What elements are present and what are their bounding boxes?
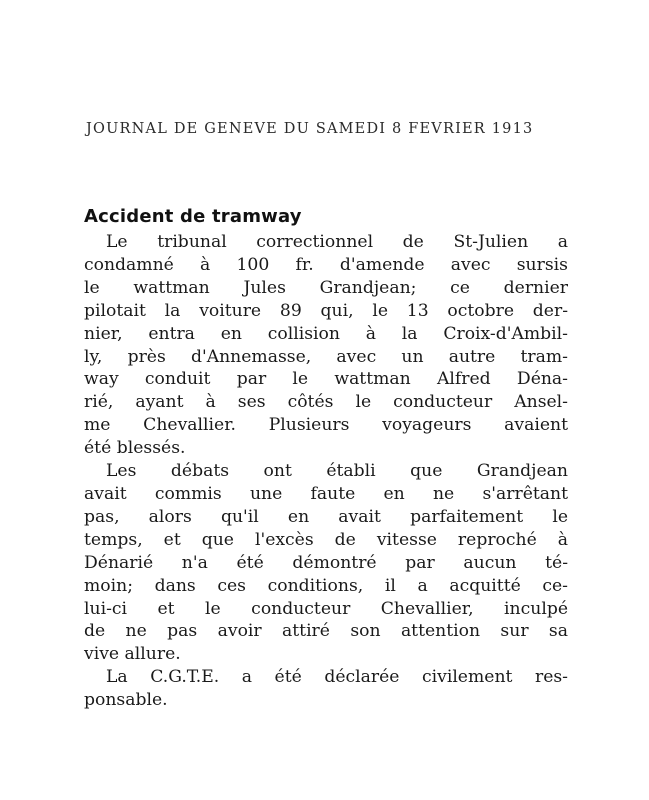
text-line: temps, et que l'excès de vitesse reproché à bbox=[84, 529, 568, 550]
text-line: La C.G.T.E. a été déclarée civilement res- bbox=[106, 667, 568, 688]
text-line: me Chevallier. Plusieurs voyageurs avaient bbox=[84, 415, 568, 436]
article-headline: Accident de tramway bbox=[84, 206, 302, 227]
text-line: Le tribunal correctionnel de St-Julien a bbox=[106, 232, 568, 252]
text-line: vive allure. bbox=[84, 644, 181, 665]
text-line: moin; dans ces conditions, il a acquitté ce- bbox=[84, 575, 568, 596]
text-line: ponsable. bbox=[84, 690, 168, 711]
text-line: Dénarié n'a été démontré par aucun té- bbox=[84, 552, 568, 573]
text-line: pas, alors qu'il en avait parfaitement le bbox=[84, 506, 568, 527]
paragraph-3 bbox=[84, 666, 568, 712]
text-line: avait commis une faute en ne s'arrêtant bbox=[84, 483, 568, 504]
text-line: pilotait la voiture 89 qui, le 13 octobre der- bbox=[84, 300, 568, 321]
text-line: rié, ayant à ses côtés le conducteur Ansel- bbox=[84, 392, 568, 413]
text-line: lui-ci et le conducteur Chevallier, inculpé bbox=[84, 598, 568, 619]
text-line: condamné à 100 fr. d'amende avec sursis bbox=[84, 254, 568, 275]
text-line: Les débats ont établi que Grandjean bbox=[106, 461, 568, 482]
article bbox=[84, 206, 568, 712]
paragraph-2 bbox=[84, 460, 568, 666]
paragraph-1 bbox=[84, 231, 568, 460]
newspaper-masthead: JOURNAL DE GENEVE DU SAMEDI 8 FEVRIER 1913 bbox=[86, 121, 534, 137]
text-line: way conduit par le wattman Alfred Dénа- bbox=[84, 369, 568, 390]
text-line: nier, entra en collision à la Croix-d'Ambil- bbox=[84, 323, 568, 344]
text-line: été blessés. bbox=[84, 438, 186, 459]
text-line: le wattman Jules Grandjean; ce dernier bbox=[84, 277, 568, 298]
text-line: ly, près d'Annemasse, avec un autre tram- bbox=[84, 346, 568, 367]
text-line: de ne pas avoir attiré son attention sur sa bbox=[84, 621, 568, 642]
